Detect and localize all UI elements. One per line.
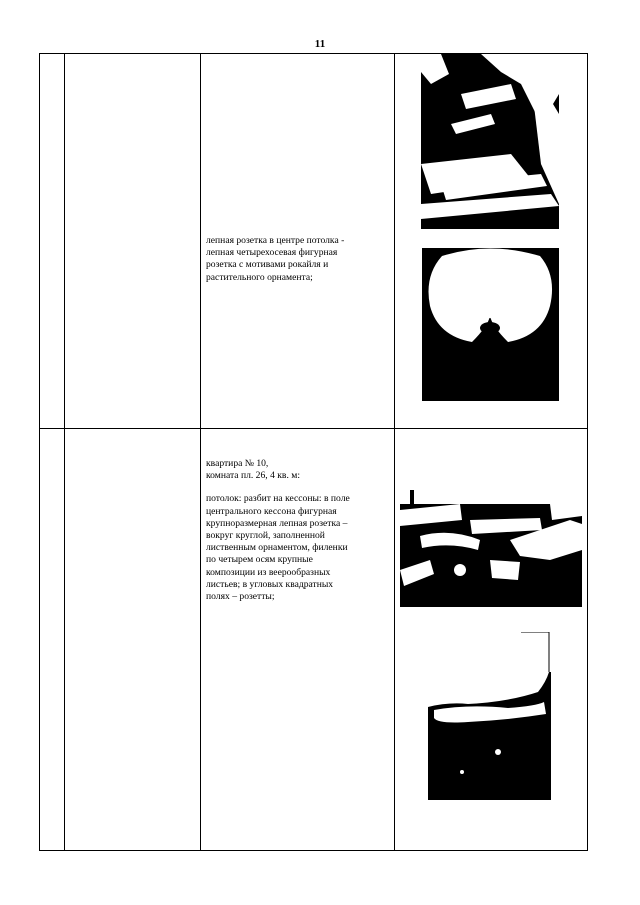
text-line: лиственным орнаментом, филенки bbox=[206, 542, 348, 554]
text-line: вокруг круглой, заполненной bbox=[206, 530, 325, 542]
ceiling-cornice-photo bbox=[421, 54, 559, 229]
text-line: лепная розетка в центре потолка - bbox=[206, 235, 345, 246]
text-line: потолок: разбит на кессоны: в поле bbox=[206, 493, 350, 505]
text-line: лепная четырехосевая фигурная bbox=[206, 247, 338, 259]
ceiling-rosette-photo bbox=[422, 236, 559, 401]
column-divider bbox=[64, 53, 65, 851]
ceiling-description bbox=[206, 493, 386, 603]
text-line: розетка с мотивами рокайля и bbox=[206, 259, 329, 271]
row-divider bbox=[39, 428, 588, 429]
row-1-description bbox=[206, 235, 386, 284]
column-divider bbox=[394, 53, 395, 851]
text-line: листьев; в угловых квадратных bbox=[206, 578, 334, 590]
text-line: полях – розетты; bbox=[206, 591, 275, 603]
text-line: центрального кессона фигурная bbox=[206, 505, 337, 517]
text-line: растительного орнамента; bbox=[206, 271, 313, 283]
rosette-detail-photo bbox=[428, 632, 551, 800]
text-line: крупноразмерная лепная розетка – bbox=[206, 517, 348, 529]
text-line: композиции из веерообразных bbox=[206, 566, 331, 578]
coffered-ceiling-photo bbox=[400, 490, 582, 607]
row-2-description bbox=[206, 458, 386, 603]
apartment-header bbox=[206, 458, 386, 482]
text-line: квартира № 10, bbox=[206, 458, 269, 469]
text-line: по четырем осям крупные bbox=[206, 554, 313, 566]
column-divider bbox=[200, 53, 201, 851]
page-number: 11 bbox=[314, 38, 326, 50]
text-line: комната пл. 26, 4 кв. м: bbox=[206, 470, 300, 482]
